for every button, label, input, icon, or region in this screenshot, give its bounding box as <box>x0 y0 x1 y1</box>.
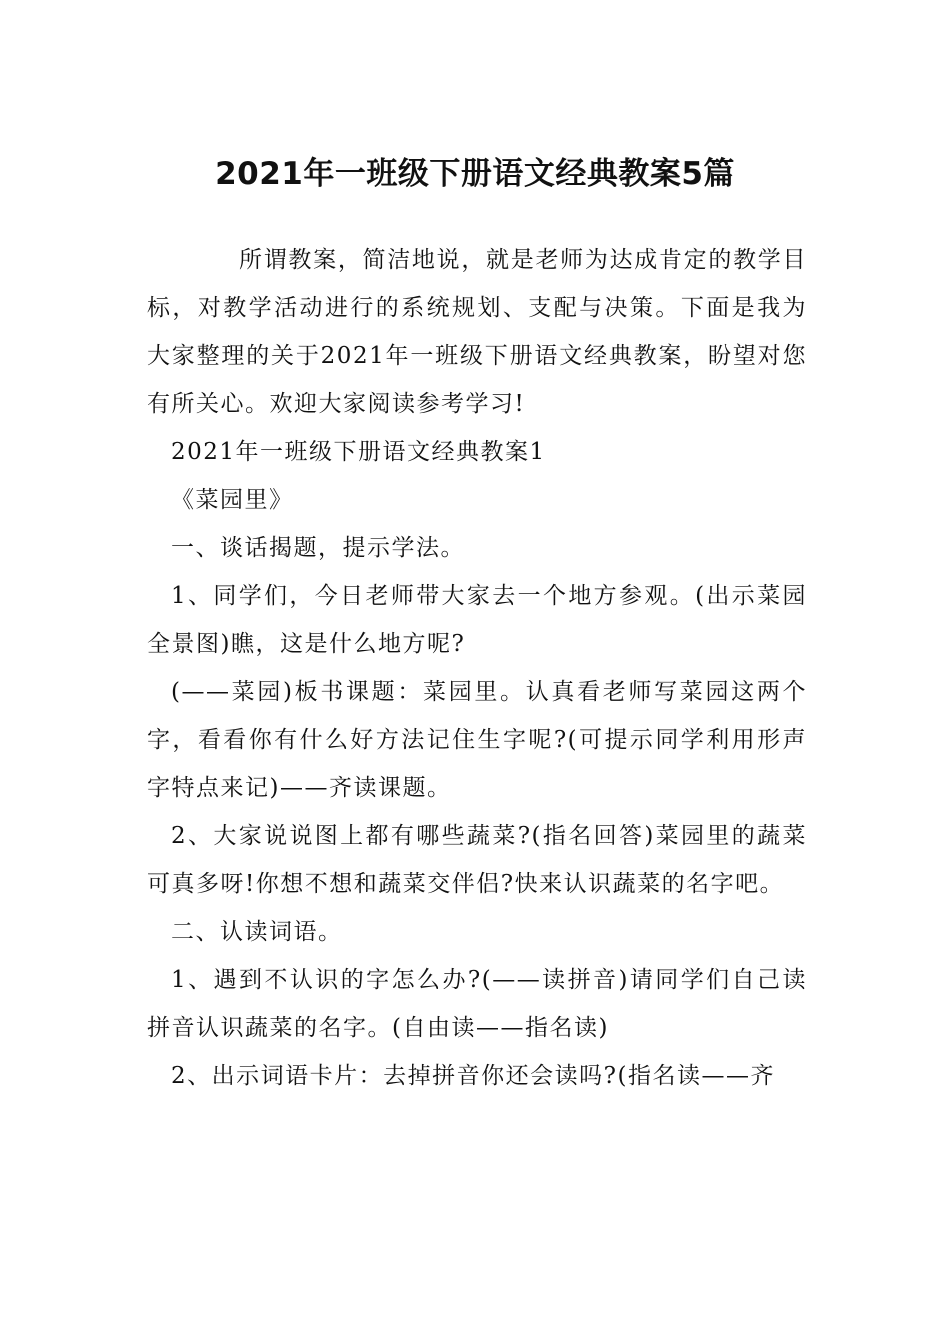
paragraph: 2、大家说说图上都有哪些蔬菜?(指名回答)菜园里的蔬菜可真多呀!你想不想和蔬菜交伴侣?快来认识蔬菜的名字吧。 <box>147 823 807 897</box>
intro-paragraph: 所谓教案，简洁地说，就是老师为达成肯定的教学目标，对教学活动进行的系统规划、支配与决策。下面是我为大家整理的关于2021年一班级下册语文经典教案，盼望对您有所关心。欢迎大家阅读参考学习! <box>147 247 807 417</box>
step-heading: 二、认读词语。 <box>171 919 343 945</box>
paragraph: 1、同学们，今日老师带大家去一个地方参观。(出示菜园全景图)瞧，这是什么地方呢? <box>147 583 807 657</box>
document-body <box>147 236 807 1100</box>
step-heading: 一、谈话揭题，提示学法。 <box>171 535 465 561</box>
paragraph: (——菜园)板书课题：菜园里。认真看老师写菜园这两个字，看看你有什么好方法记住生字呢?(可提示同学利用形声字特点来记)——齐读课题。 <box>147 679 807 801</box>
lesson-title: 《菜园里》 <box>171 487 294 513</box>
document-title: 2021年一班级下册语文经典教案5篇 <box>215 155 735 192</box>
paragraph: 1、遇到不认识的字怎么办?(——读拼音)请同学们自己读拼音认识蔬菜的名字。(自由读——指名读) <box>147 967 807 1041</box>
paragraph: 2、出示词语卡片：去掉拼音你还会读吗?(指名读——齐 <box>171 1063 775 1089</box>
section-heading: 2021年一班级下册语文经典教案1 <box>171 439 546 465</box>
